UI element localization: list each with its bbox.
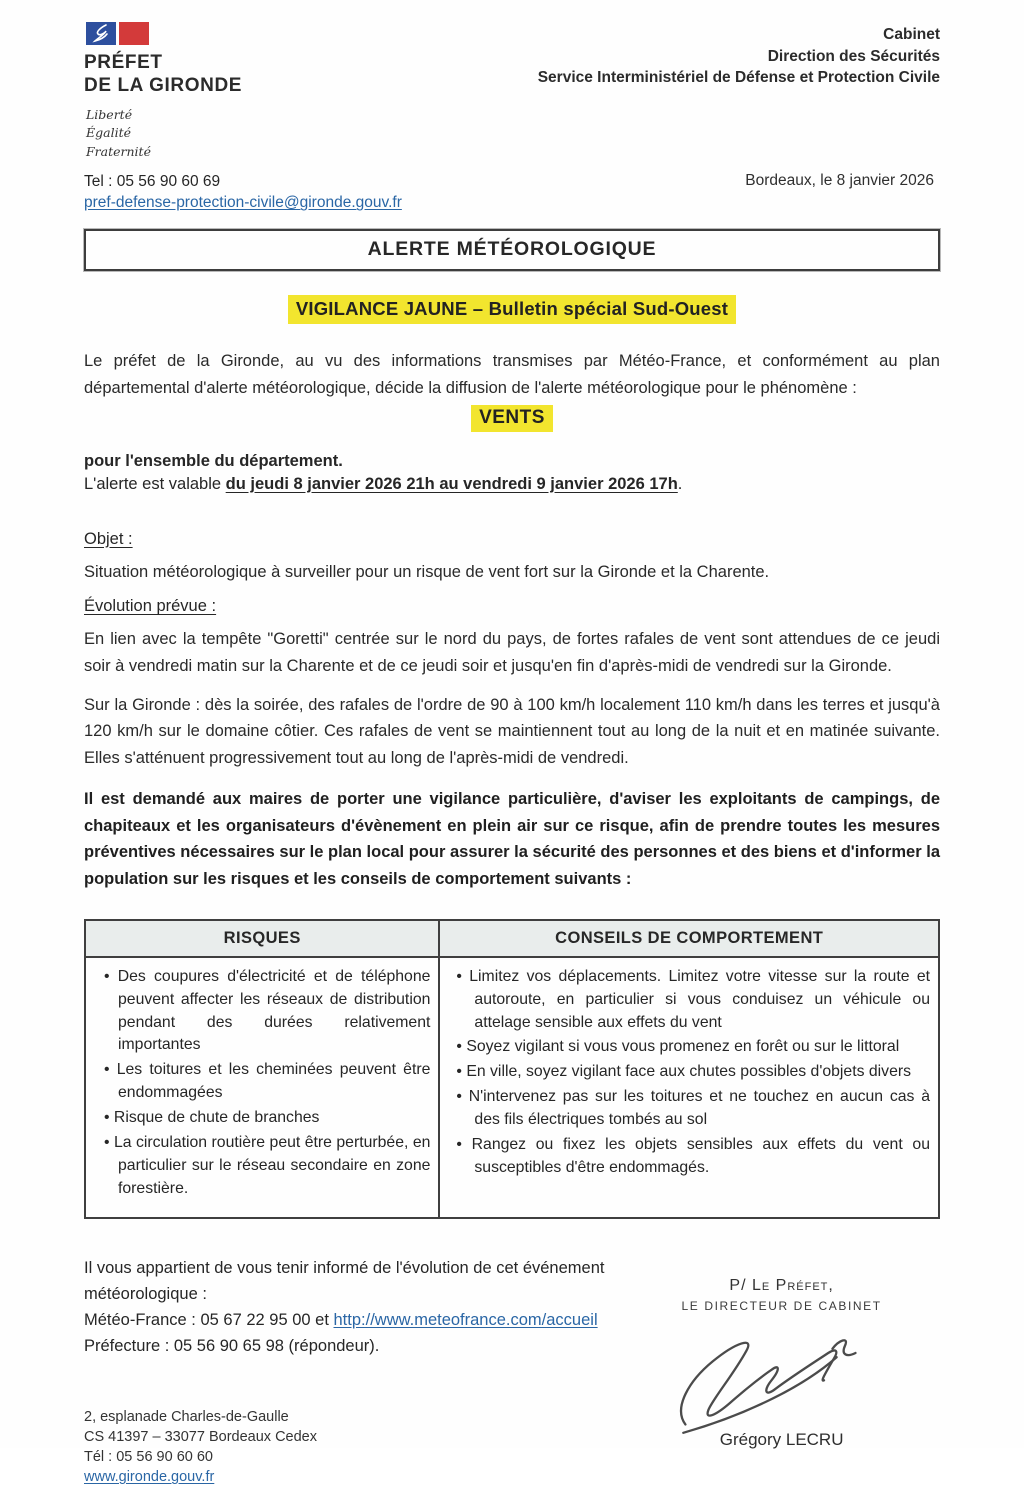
page-title: ALERTE MÉTÉOROLOGIQUE (367, 238, 657, 261)
evolution-paragraph-2: Sur la Gironde : dès la soirée, des rafales de l'ordre de 90 à 100 km/h localement 110 km/h dans les terres et jusqu'à 120 km/h sur le domaine côtier. Ces rafales de vent se maintiennent tout au long de la nuit et en matinée suivante. Elles s'atténuent progressivement tout au long de l'après-midi de vendredi. (84, 695, 940, 768)
table-header-row (85, 920, 939, 957)
service-line-cabinet: Cabinet (883, 26, 940, 43)
conseils-header: CONSEILS DE COMPORTEMENT (439, 920, 939, 957)
motto-liberte: Liberté (86, 107, 133, 123)
prefecture-line: Préfecture : 05 56 90 65 98 (répondeur). (84, 1336, 380, 1355)
contact-block (84, 171, 402, 214)
risks-advice-table (84, 919, 940, 1219)
prefet-name-line1: PRÉFET (84, 52, 163, 73)
meteo-prefix: Météo-France : 05 67 22 95 00 et (84, 1310, 334, 1329)
footer-address-line2: CS 41397 – 33077 Bordeaux Cedex (84, 1428, 317, 1445)
risk-item: • Risque de chute de branches (94, 1107, 430, 1130)
contact-tel: Tel : 05 56 90 60 69 (84, 172, 221, 190)
flag-blue-band (86, 22, 116, 45)
validity-prefix: L'alerte est valable (84, 474, 226, 493)
advice-item: • N'intervenez pas sur les toitures et ne touchez en aucun cas à des fils électriques tombés au sol (448, 1086, 930, 1132)
flag-red-band (119, 22, 149, 45)
signature-role-prefet: P/ Le Préfet, (729, 1276, 834, 1294)
signature-role-directeur: LE DIRECTEUR DE CABINET (681, 1298, 882, 1313)
handwritten-signature (677, 1315, 887, 1433)
risques-cell (85, 957, 439, 1218)
scope-line: pour l'ensemble du département. (84, 451, 343, 470)
footer-address-line1: 2, esplanade Charles-de-Gaulle (84, 1408, 289, 1425)
prefet-name (84, 51, 384, 97)
motto-fraternite: Fraternité (86, 143, 151, 159)
instruction-paragraph: Il est demandé aux maires de porter une vigilance particulière, d'aviser les exploitants de campings, de chapiteaux et les organisateurs d'évènement en plein air sur ce risque, afin de prendre toutes les mesures préventives nécessaires sur le plan local pour assurer la sécurité des personnes et des biens et d'informer la population sur les risques et les conseils de comportement suivants : (84, 789, 940, 888)
table-body-row (85, 957, 939, 1218)
signature-block (623, 1255, 940, 1487)
advice-item: • Limitez vos déplacements. Limitez votre vitesse sur la route et autoroute, en particulier si vous conduisez un véhicule ou attelage sensible aux effets du vent (448, 966, 930, 1035)
conseils-cell (439, 957, 939, 1218)
contact-email-link[interactable]: pref-defense-protection-civile@gironde.gouv.fr (84, 194, 402, 212)
meteo-france-line (84, 1307, 623, 1333)
meteofrance-link[interactable]: http://www.meteofrance.com/accueil (333, 1310, 598, 1329)
validity-line (84, 475, 940, 494)
footer-address-block (84, 1407, 623, 1487)
republic-motto (86, 106, 384, 160)
vigilance-subtitle: VIGILANCE JAUNE – Bulletin spécial Sud-Ouest (288, 295, 736, 324)
phenomenon-label: VENTS (471, 405, 553, 432)
service-line-direction: Direction des Sécurités (767, 47, 940, 65)
advice-item: • Rangez ou fixez les objets sensibles aux effets du vent ou susceptibles d'être endommagés. (448, 1134, 930, 1180)
advice-item: • En ville, soyez vigilant face aux chutes possibles d'objets divers (448, 1061, 930, 1084)
validity-suffix: . (677, 474, 683, 493)
motto-egalite: Égalité (86, 125, 131, 141)
republic-logo-block (84, 22, 384, 161)
alert-title-box (84, 229, 940, 271)
evolution-paragraph-1: En lien avec la tempête "Goretti" centrée sur le nord du pays, de fortes rafales de vent sont attendues de ce jeudi soir à vendredi matin sur la Charente et de ce jeudi soir et jusqu'en fin d'après-midi de vendredi sur la Gironde. (84, 630, 940, 675)
risk-item: • Les toitures et les cheminées peuvent être endommagées (94, 1059, 430, 1105)
advice-item: • Soyez vigilant si vous vous promenez en forêt ou sur le littoral (448, 1036, 930, 1059)
place-date: Bordeaux, le 8 janvier 2026 (745, 171, 934, 189)
service-line-sidpc: Service Interministériel de Défense et Protection Civile (537, 69, 940, 87)
info-block (84, 1255, 623, 1487)
validity-period: du jeudi 8 janvier 2026 21h au vendredi 9 janvier 2026 17h (225, 474, 678, 493)
evolution-label: Évolution prévue : (84, 597, 217, 616)
header (84, 22, 940, 161)
footer-website-link[interactable]: www.gironde.gouv.fr (84, 1468, 215, 1485)
issuing-service (538, 22, 940, 89)
intro-paragraph: Le préfet de la Gironde, au vu des informations transmises par Météo-France, et conformément au plan départemental d'alerte météorologique, décide la diffusion de l'alerte météorologique pour le phénomène : (84, 352, 940, 397)
prefet-name-line2: DE LA GIRONDE (84, 75, 243, 97)
marianne-icon (86, 22, 116, 45)
french-flag-icon (86, 22, 384, 45)
risk-item: • Des coupures d'électricité et de téléphone peuvent affecter les réseaux de distribution pendant des durées relativement importantes (94, 966, 430, 1058)
phenomenon-row (84, 405, 940, 432)
risk-item: • La circulation routière peut être perturbée, en particulier sur le réseau secondaire en zone forestière. (94, 1132, 430, 1201)
objet-label: Objet : (84, 529, 133, 548)
objet-text: Situation météorologique à surveiller pour un risque de vent fort sur la Gironde et la Charente. (84, 562, 770, 581)
bottom-section (84, 1255, 940, 1487)
conseils-list (448, 966, 930, 1180)
info-line-1: Il vous appartient de vous tenir informé de l'évolution de cet événement météorologique : (84, 1258, 605, 1303)
footer-tel: Tél : 05 56 90 60 60 (84, 1448, 213, 1465)
contact-row (84, 171, 940, 214)
risques-header: RISQUES (85, 920, 439, 957)
subtitle-row (84, 295, 940, 324)
signatory-name: Grégory LECRU (719, 1429, 844, 1449)
risques-list (94, 966, 430, 1201)
